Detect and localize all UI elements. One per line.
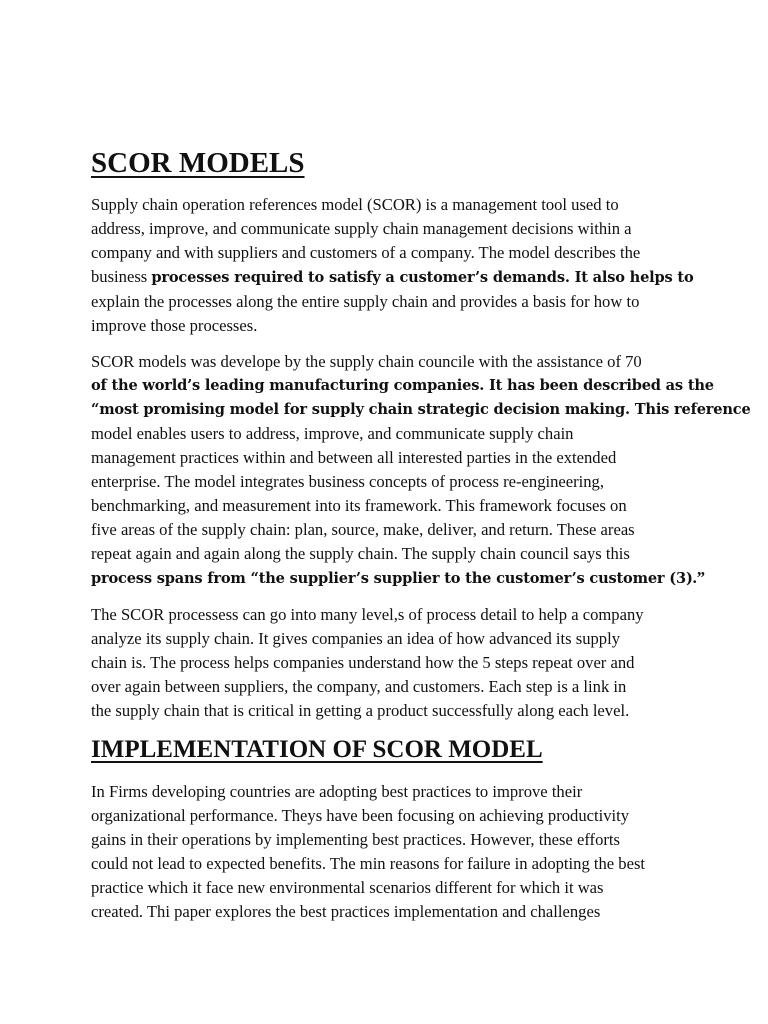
text-segment: business [91, 267, 152, 287]
paragraph-scor-development [91, 350, 751, 592]
text-line: The SCOR processess can go into many level,s of process detail to help a company [91, 604, 644, 624]
text-line: SCOR models was develope by the supply chain councile with the assistance of 70 [91, 351, 642, 371]
paragraph-scor-process-levels [91, 603, 681, 723]
text-line: enterprise. The model integrates business concepts of process re-engineering, [91, 472, 605, 492]
text-line: could not lead to expected benefits. The min reasons for failure in adopting the best [91, 854, 646, 874]
bold-text-segment: .” [692, 568, 706, 588]
text-line: analyze its supply chain. It gives companies an idea of how advanced its supply [91, 628, 621, 648]
text-line: address, improve, and communicate supply chain management decisions within a [91, 219, 632, 239]
text-line: company and with suppliers and customers of a company. The model describes the [91, 243, 641, 263]
text-line: management practices within and between all interested parties in the extended [91, 447, 617, 467]
text-line: chain is. The process helps companies understand how the 5 steps repeat over and [91, 652, 635, 672]
text-line: over again between suppliers, the company, and customers. Each step is a link in [91, 676, 627, 696]
text-line: the supply chain that is critical in getting a product successfully along each level. [91, 700, 630, 720]
document-page [91, 145, 751, 936]
text-line: explain the processes along the entire supply chain and provides a basis for how to [91, 292, 640, 312]
text-line: five areas of the supply chain: plan, source, make, deliver, and return. These areas [91, 520, 635, 540]
text-line [91, 566, 706, 591]
text-line: improve those processes. [91, 316, 258, 336]
text-line: benchmarking, and measurement into its framework. This framework focuses on [91, 496, 627, 516]
text-line: gains in their operations by implementing best practices. However, these efforts [91, 830, 620, 850]
bold-text-segment: processes required to satisfy a customer’s demands. It also helps to [151, 269, 694, 287]
heading-scor-models: SCOR MODELS [91, 147, 305, 179]
text-line: organizational performance. Theys have been focusing on achieving productivity [91, 806, 630, 826]
text-line: Supply chain operation references model (SCOR) is a management tool used to [91, 195, 619, 214]
paragraph-scor-definition [91, 193, 694, 339]
bold-text-segment: process spans from “the supplier’s supplier to the customer’s customer (3) [91, 570, 693, 588]
text-line [91, 265, 694, 290]
text-line: In Firms developing countries are adopting best practices to improve their [91, 781, 583, 801]
bold-text-line: “most promising model for supply chain strategic decision making. This reference [91, 400, 751, 418]
text-line: created. Thi paper explores the best practices implementation and challenges [91, 902, 601, 922]
paragraph-implementation [91, 780, 681, 925]
text-line: practice which it face new environmental scenarios different for which it was [91, 878, 604, 898]
text-line: model enables users to address, improve, and communicate supply chain [91, 423, 574, 443]
text-line: repeat again and again along the supply chain. The supply chain council says this [91, 544, 630, 564]
bold-text-line: of the world’s leading manufacturing companies. It has been described as the [91, 376, 714, 394]
heading-implementation: IMPLEMENTATION OF SCOR MODEL [91, 735, 543, 763]
